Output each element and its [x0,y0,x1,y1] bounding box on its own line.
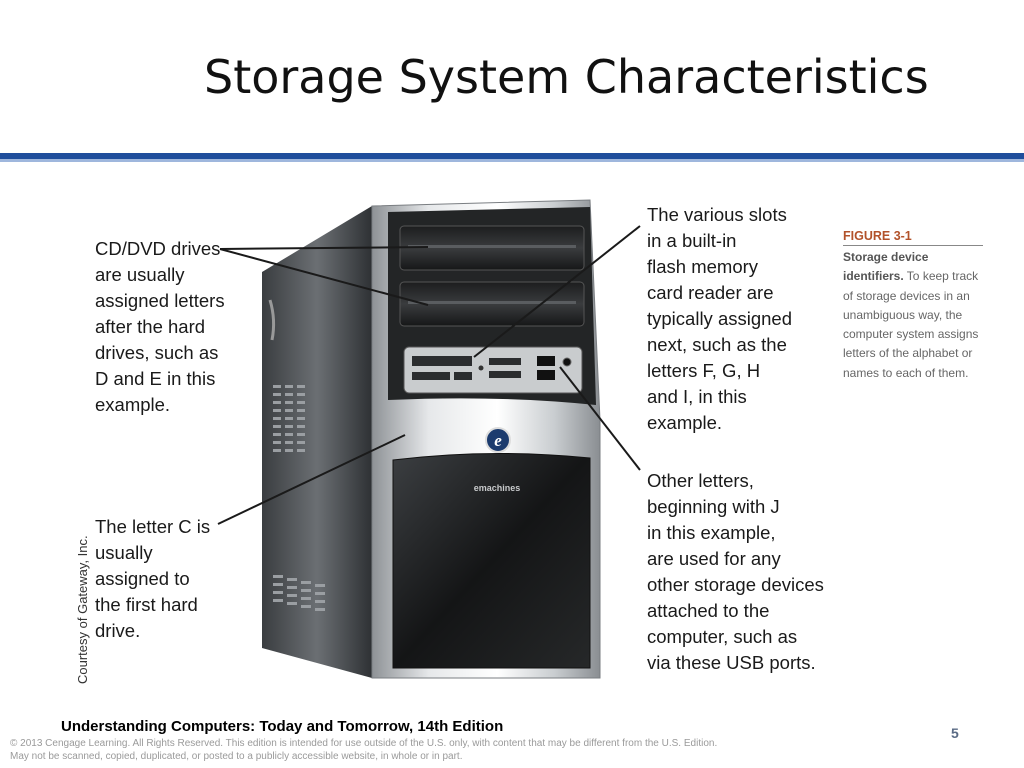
figure-caption [843,248,988,383]
figure-caption-body: To keep track of storage devices in an unambiguous way, the computer system assigns letters of the alphabet or names to each of them. [843,269,979,380]
caption-letter-c: The letter C is usually assigned to the first hard drive. [95,516,211,641]
figure-divider [843,245,983,246]
slide-title: Storage System Characteristics [204,50,929,104]
brand-logo-letter: e [494,431,502,450]
front-door-panel [393,453,590,668]
brand-logo-badge [486,428,510,452]
figure-caption-heading: Storage device identifiers. [843,250,929,284]
caption-cd-dvd-drives: CD/DVD drives are usually assigned letters after the hard drives, such as D and E in this example. [95,238,225,415]
card-reader-panel [404,347,582,393]
caption-usb-ports: Other letters, beginning with J in this example, are used for any other storage devices attached to the computer, such as via these USB ports. [647,470,824,673]
caption-card-reader-slots: The various slots in a built-in flash memory card reader are typically assigned next, such as the letters F, G, H and I, in this example. [647,204,792,433]
copyright-notice: © 2013 Cengage Learning. All Rights Reserved. This edition is intended for use outside of the U.S. only, with content that may be different from the U.S. Edition. May not be scanned, copied, duplicated, or posted to a publicly accessible website, in whole or in part. [10,738,718,762]
page-number: 5 [951,725,959,741]
footer-book-title: Understanding Computers: Today and Tomorrow, 14th Edition [61,718,504,735]
photo-credit: Courtesy of Gateway, Inc. [75,535,90,684]
brand-wordmark: emachines [473,483,521,493]
figure-label: FIGURE 3-1 [843,229,912,243]
